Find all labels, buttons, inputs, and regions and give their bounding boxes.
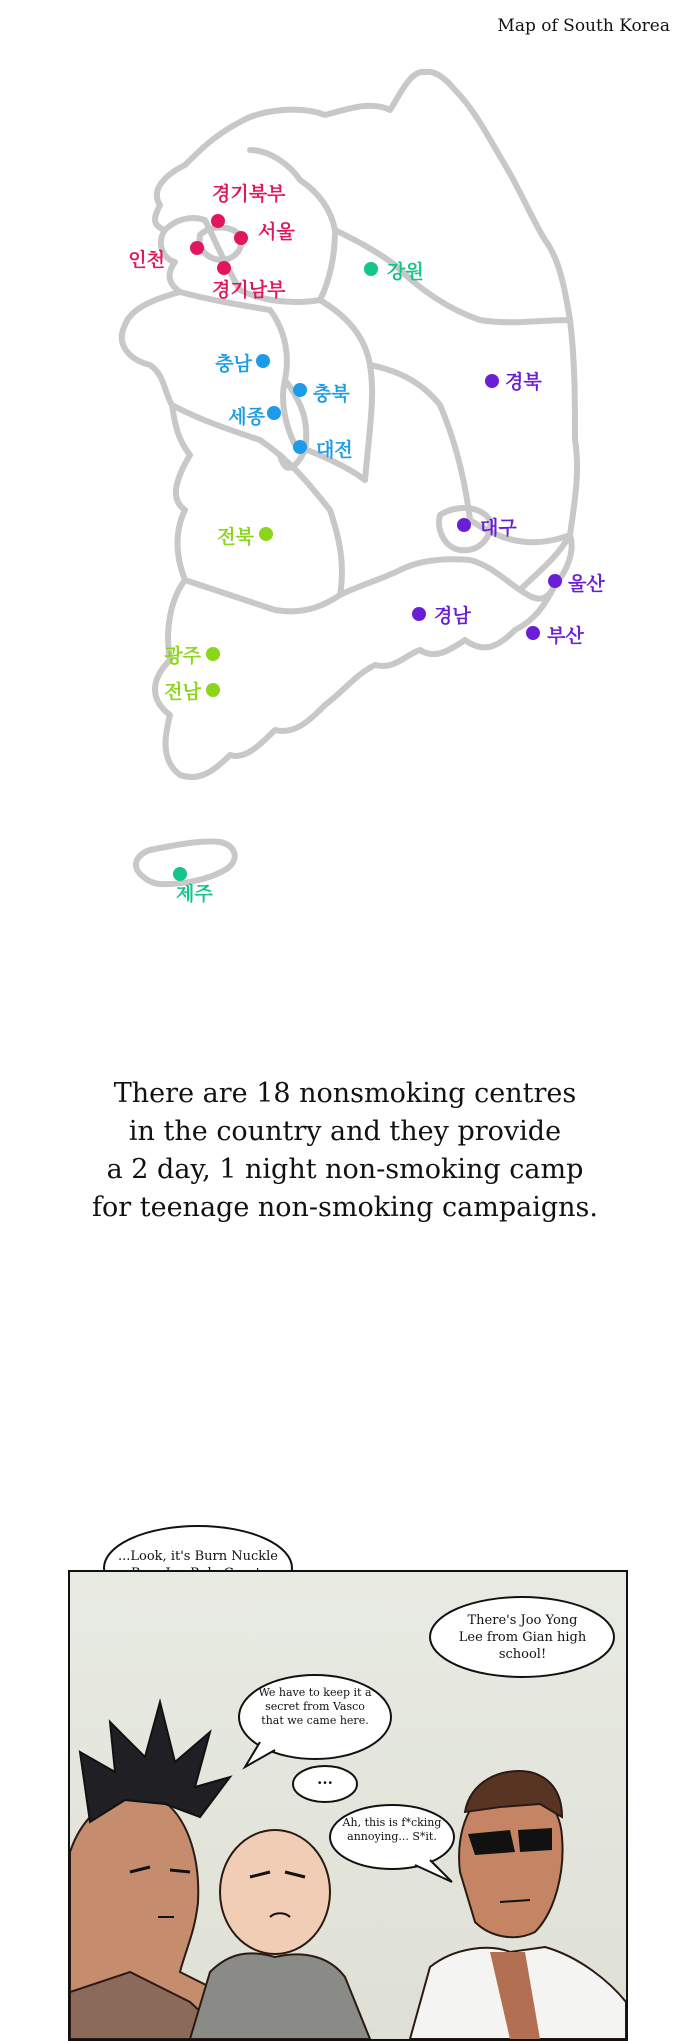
region-label-6: 충북 [313,383,350,405]
region-label-10: 전북 [217,526,254,548]
south-korea-map [0,0,690,920]
region-label-14: 부산 [547,625,584,647]
region-label-15: 광주 [164,645,201,667]
caption [0,1075,690,1227]
region-marker-2 [190,241,204,255]
region-label-12: 울산 [568,573,605,595]
caption-line: a 2 day, 1 night non-smoking camp [106,1154,584,1185]
region-label-1: 서울 [258,221,295,243]
region-label-3: 경기남부 [212,279,286,301]
bubble-text-5: Ah, this is f*cking annoying... S*it. [342,1816,442,1843]
caption-line: in the country and they provide [128,1116,562,1147]
mainland-outline [122,72,577,777]
region-label-2: 인천 [128,249,165,271]
region-marker-4 [364,262,378,276]
region-label-17: 제주 [176,883,213,905]
bubble-text-3: We have to keep it a secret from Vasco that we came here. [258,1686,372,1727]
region-marker-15 [206,647,220,661]
region-marker-7 [267,406,281,420]
jeonnam-boundary [185,580,340,611]
region-marker-16 [206,683,220,697]
region-marker-8 [293,440,307,454]
bubble-text-2: There's Joo Yong Lee from Gian high school! [458,1613,587,1662]
caption-line: for teenage non-smoking campaigns. [92,1192,598,1223]
region-label-9: 경북 [505,371,542,393]
region-label-16: 전남 [164,681,201,703]
bubble-text-4: ... [317,1770,333,1788]
region-label-11: 대구 [480,517,517,539]
gyeongnam-boundary [340,559,555,598]
region-marker-5 [256,354,270,368]
caption-line: There are 18 nonsmoking centres [113,1078,577,1109]
region-label-5: 충남 [215,353,252,375]
region-marker-12 [548,574,562,588]
region-marker-1 [234,231,248,245]
region-label-0: 경기북부 [212,183,286,205]
gangwon-boundary [335,230,570,322]
region-marker-9 [485,374,499,388]
region-marker-11 [457,518,471,532]
region-label-4: 강원 [387,261,424,283]
region-label-7: 세종 [228,406,265,428]
region-marker-0 [211,214,225,228]
region-marker-17 [173,867,187,881]
region-marker-6 [293,383,307,397]
region-marker-10 [259,527,273,541]
region-label-13: 경남 [434,605,471,627]
map-title: Map of South Korea [497,16,670,36]
bubble-text-1: ...Look, it's Burn Nuckle [118,1549,278,1564]
region-marker-3 [217,261,231,275]
jeonbuk-boundary [172,405,342,595]
region-marker-14 [526,626,540,640]
region-marker-13 [412,607,426,621]
region-label-8: 대전 [316,439,353,461]
comic-panel [68,1570,628,2041]
